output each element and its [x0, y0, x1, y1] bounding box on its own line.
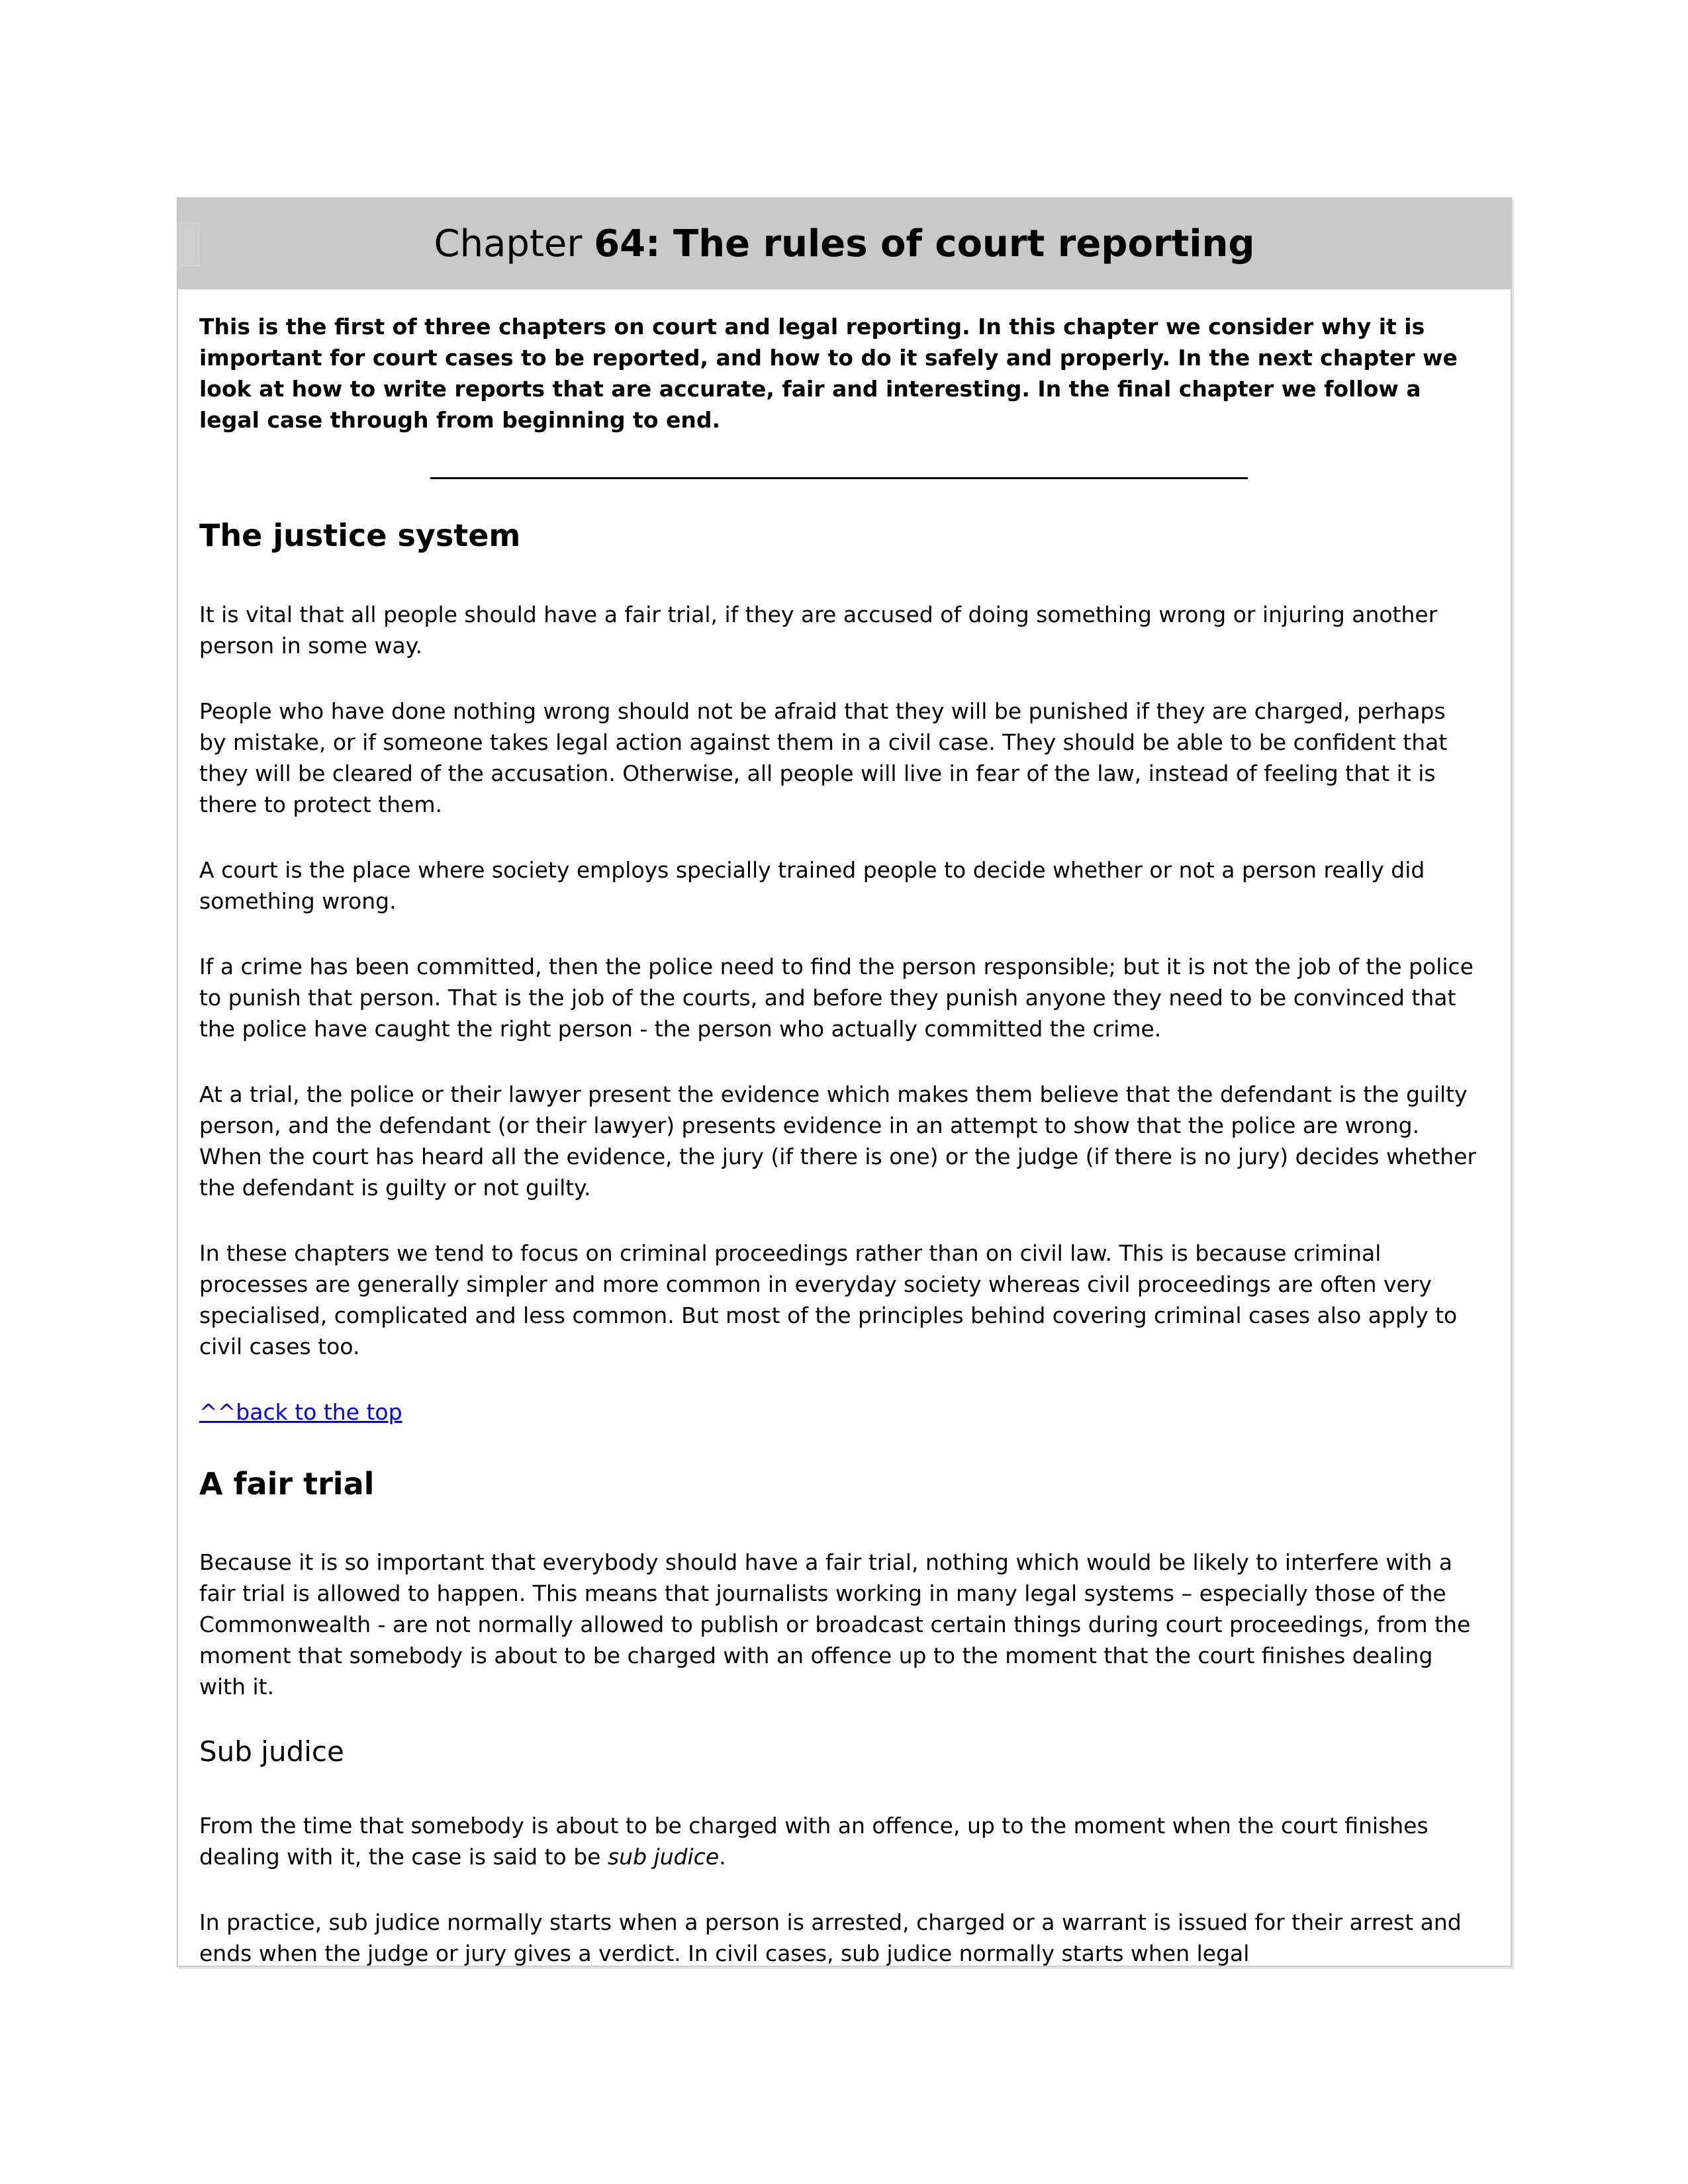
- intro-paragraph: This is the first of three chapters on court and legal reporting. In this chapter we consider why it is important for court cases to be reported, and how to do it safely and properly. In the next chapter we look at how to write reports that are accurate, fair and interesting. In the final chapter we follow a legal case through from beginning to end.: [199, 314, 1458, 433]
- document-content: [178, 289, 1511, 1969]
- document-box: [177, 197, 1512, 1967]
- paragraph-text: .: [719, 1844, 726, 1870]
- paragraph: Because it is so important that everybody should have a fair trial, nothing which would be likely to interfere with a fair trial is allowed to happen. This means that journalists working in many legal systems – especially those of the Commonwealth - are not normally allowed to publish or broadcast certain things during court proceedings, from the moment that somebody is about to be charged with an offence up to the moment that the court finishes dealing with it.: [199, 1549, 1471, 1700]
- heading-sub-judice: Sub judice: [199, 1735, 344, 1768]
- italic-phrase: sub judice: [607, 1844, 720, 1870]
- page-title-main: 64: The rules of court reporting: [594, 222, 1255, 265]
- header-empty-cell: [179, 222, 199, 266]
- page-title-prefix: Chapter: [434, 222, 594, 265]
- paragraph-text: From the time that somebody is about to be charged with an offence, up to the moment when the court finishes dealing with it, the case is said to be: [199, 1813, 1429, 1870]
- paragraph: If a crime has been committed, then the police need to find the person responsible; but it is not the job of the police to punish that person. That is the job of the courts, and before they punish anyone they need to be convinced that the police have caught the right person - the person who actually committed the crime.: [199, 953, 1474, 1042]
- back-to-top-link[interactable]: ^^back to the top: [199, 1398, 402, 1425]
- chapter-header: [178, 199, 1511, 289]
- paragraph: In these chapters we tend to focus on criminal proceedings rather than on civil law. This is because criminal processes are generally simpler and more common in everyday society whereas civil proceedings are often very specialised, complicated and less common. But most of the principles behind covering criminal cases also apply to civil cases too.: [199, 1240, 1458, 1359]
- heading-justice-system: The justice system: [199, 518, 521, 553]
- paragraph: At a trial, the police or their lawyer present the evidence which makes them believe that the defendant is the guilty person, and the defendant (or their lawyer) presents evidence in an attempt to show that the police are wrong. When the court has heard all the evidence, the jury (if there is one) or the judge (if there is no jury) decides whether the defendant is guilty or not guilty.: [199, 1081, 1477, 1201]
- paragraph: A court is the place where society employs specially trained people to decide whether or not a person really did something wrong.: [199, 856, 1425, 914]
- page-title: [434, 224, 1255, 265]
- paragraph: In practice, sub judice normally starts when a person is arrested, charged or a warrant is issued for their arrest and ends when the judge or jury gives a verdict. In civil cases, sub judice normally starts when legal: [199, 1909, 1462, 1967]
- paragraph: [199, 1810, 1479, 1872]
- section-divider: [430, 477, 1248, 479]
- paragraph: People who have done nothing wrong should not be afraid that they will be punished if they are charged, perhaps by mistake, or if someone takes legal action against them in a civil case. They should be able to be confident that they will be cleared of the accusation. Otherwise, all people will live in fear of the law, instead of feeling that it is there to protect them.: [199, 698, 1448, 817]
- paragraph: It is vital that all people should have a fair trial, if they are accused of doing something wrong or injuring another person in some way.: [199, 601, 1438, 659]
- heading-fair-trial: A fair trial: [199, 1465, 375, 1502]
